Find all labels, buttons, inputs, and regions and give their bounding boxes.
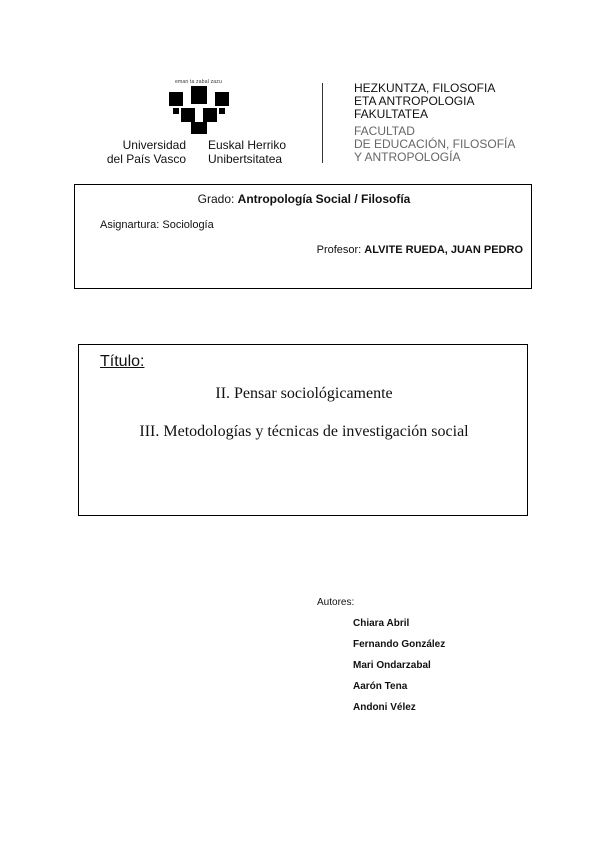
authors-label: Autores: [317,597,355,608]
author-name: Andoni Vélez [353,702,416,713]
university-name-eu: Euskal Herriko Unibertsitatea [208,138,287,166]
author-name: Fernando González [353,639,446,650]
faculty-name-es: FACULTAD DE EDUCACIÓN, FILOSOFÍA Y ANTROPOLOGÍA [354,124,516,164]
title-box [78,344,528,516]
faculty-name-eu: HEZKUNTZA, FILOSOFIA ETA ANTROPOLOGIA FAKULTATEA [354,81,496,121]
title-line-2: III. Metodologías y técnicas de investigación social [139,423,469,440]
asignatura-line: Asignartura: Sociología [100,219,214,231]
title-label: Título: [100,353,145,370]
authors-list [353,618,445,723]
grado-line: Grado: Antropología Social / Filosofía [197,192,411,206]
logo-motto: eman ta zabal zazu [175,79,222,85]
university-logo-icon [167,86,231,141]
author-name: Aarón Tena [353,681,408,692]
university-name-es: Universidad del País Vasco [106,138,186,166]
author-name: Chiara Abril [353,618,410,629]
author-name: Mari Ondarzabal [353,660,431,671]
profesor-line: Profesor: ALVITE RUEDA, JUAN PEDRO [316,244,523,256]
course-info-box [74,184,532,289]
header-divider [322,83,323,163]
title-line-1: II. Pensar sociológicamente [215,385,393,402]
